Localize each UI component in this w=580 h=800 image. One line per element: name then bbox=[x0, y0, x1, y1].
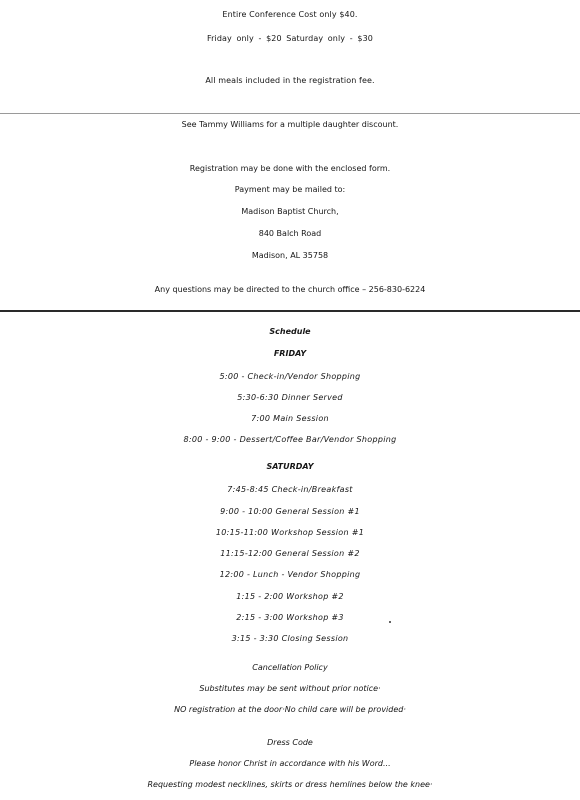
schedule-item: 11:15-12:00 General Session #2 bbox=[220, 549, 360, 558]
day-prices: Friday only - $20 Saturday only - $30 bbox=[207, 34, 373, 43]
schedule-item: 9:00 - 10:00 General Session #1 bbox=[220, 507, 360, 516]
address-line-3: Madison, AL 35758 bbox=[251, 251, 329, 260]
registration-note: Registration may be done with the enclosed form. bbox=[189, 164, 391, 173]
questions-contact: Any questions may be directed to the church office – 256-830-6224 bbox=[154, 285, 426, 294]
schedule-item: 8:00 - 9:00 - Dessert/Coffee Bar/Vendor Shopping bbox=[183, 435, 397, 444]
schedule-item: 12:00 - Lunch - Vendor Shopping bbox=[219, 570, 361, 579]
conference-cost: Entire Conference Cost only $40. bbox=[222, 10, 358, 19]
dress-code-line-2: Requesting modest necklines, skirts or dress hemlines below the knee· bbox=[147, 780, 433, 789]
stray-mark bbox=[389, 621, 391, 623]
address-line-2: 840 Balch Road bbox=[258, 229, 322, 238]
dress-code-title: Dress Code bbox=[267, 738, 313, 747]
schedule-title: Schedule bbox=[269, 327, 311, 336]
address-line-1: Madison Baptist Church, bbox=[241, 207, 339, 216]
schedule-item: 7:45-8:45 Check-in/Breakfast bbox=[227, 485, 353, 494]
divider-top bbox=[0, 113, 580, 114]
cancellation-line-2: NO registration at the door·No child care will be provided· bbox=[174, 705, 406, 714]
saturday-heading: SATURDAY bbox=[266, 462, 314, 471]
meals-note: All meals included in the registration fee. bbox=[205, 76, 375, 85]
cancellation-line-1: Substitutes may be sent without prior notice· bbox=[199, 684, 381, 693]
schedule-item: 2:15 - 3:00 Workshop #3 bbox=[236, 613, 344, 622]
friday-heading: FRIDAY bbox=[273, 349, 307, 358]
schedule-item: 7:00 Main Session bbox=[251, 414, 329, 423]
schedule-item: 5:00 - Check-in/Vendor Shopping bbox=[219, 372, 361, 381]
schedule-item: 1:15 - 2:00 Workshop #2 bbox=[236, 592, 344, 601]
cancellation-title: Cancellation Policy bbox=[252, 663, 328, 672]
schedule-item: 5:30-6:30 Dinner Served bbox=[237, 393, 343, 402]
schedule-item: 3:15 - 3:30 Closing Session bbox=[231, 634, 349, 643]
payment-note: Payment may be mailed to: bbox=[234, 185, 346, 194]
divider-bottom bbox=[0, 310, 580, 312]
dress-code-line-1: Please honor Christ in accordance with his Word... bbox=[189, 759, 391, 768]
schedule-item: 10:15-11:00 Workshop Session #1 bbox=[215, 528, 365, 537]
discount-note: See Tammy Williams for a multiple daughter discount. bbox=[181, 120, 399, 129]
